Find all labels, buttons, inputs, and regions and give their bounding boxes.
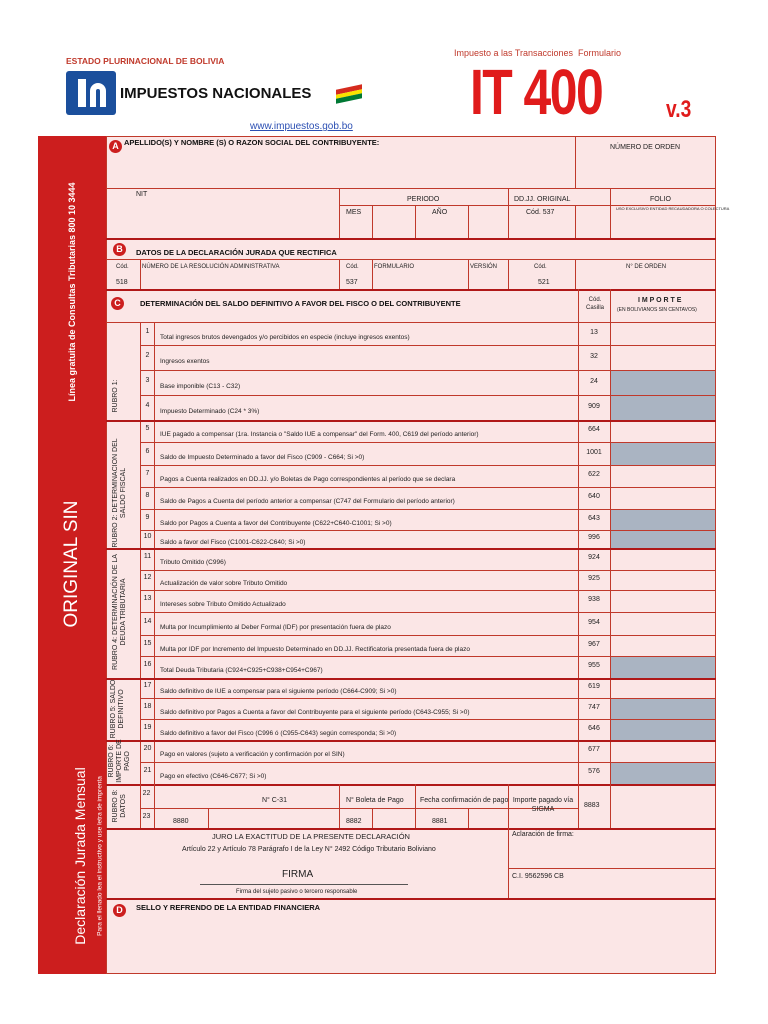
row-num: 6: [145, 447, 150, 455]
importe-input[interactable]: [611, 488, 715, 509]
b-numero-orden-label: N° DE ORDEN: [626, 264, 667, 270]
row-desc: Total ingresos brutos devengados y/o percibidos en especie (incluye ingresos exentos): [160, 333, 410, 341]
row-23-num: 23: [142, 813, 151, 820]
row-desc: Saldo definitivo a favor del Fisco (C996 ó (C955-C643) según corresponda; Si >0): [160, 729, 397, 737]
formulario-label: Formulario: [578, 48, 622, 58]
rubro-4-label: RUBRO 4: DETERMINACIÓN DE LA DEUDA TRIBUTARIA: [112, 554, 127, 670]
importe-input[interactable]: [611, 421, 715, 442]
importe-input[interactable]: [611, 741, 715, 762]
row-code: 664: [588, 426, 600, 433]
row-code: 996: [588, 534, 600, 541]
row-desc: Multa por IDF por Incremento del Impuesto Determinado en DD.JJ. Rectificatoria presentada fuera de plazo: [160, 645, 470, 653]
importe-input[interactable]: [611, 323, 715, 345]
importe-input[interactable]: [611, 613, 715, 635]
form-version: v.3: [666, 96, 692, 123]
nit-label: NIT: [136, 191, 148, 198]
row-desc: Saldo de Impuesto Determinado a favor del Fisco (C909 - C664; Si >0): [160, 453, 365, 461]
row-code: 24: [590, 377, 598, 385]
row-22-num: 22: [142, 790, 151, 797]
row-num: 18: [143, 702, 152, 710]
row-num: 17: [143, 682, 152, 689]
sin-logo: [66, 71, 116, 115]
row-code: 677: [588, 746, 600, 753]
row-desc: Saldo a favor del Fisco (C1001-C622-C640; Si >0): [160, 539, 306, 546]
aclaracion-label: Aclaración de firma:: [512, 831, 574, 838]
row-desc: IUE pagado a compensar (1ra. Instancia o "Saldo IUE a compensar" del Form. 400, C619 del período anterior): [160, 431, 479, 438]
row-desc: Intereses sobre Tributo Omitido Actualizado: [160, 601, 286, 608]
juro-text: JURO LA EXACTITUD DE LA PRESENTE DECLARACIÓN: [212, 832, 410, 841]
importe-label: I M P O R T E: [638, 297, 682, 304]
row-code: 925: [588, 575, 600, 582]
logo-mark-icon: [78, 79, 86, 107]
estado-label: ESTADO PLURINACIONAL DE BOLIVIA: [66, 56, 225, 66]
section-d-badge: D: [113, 904, 126, 917]
row-code: 1001: [586, 448, 602, 456]
declaracion-text: Declaración Jurada Mensual: [72, 767, 88, 945]
row-desc: Saldo de Pagos a Cuenta del período anterior a compensar (C747 del Formulario del período anterior): [160, 498, 455, 505]
row-num: 10: [143, 533, 152, 540]
section-a-title: APELLIDO(S) Y NOMBRE (S) O RAZON SOCIAL DEL CONTRIBUYENTE:: [124, 138, 380, 147]
importe-input[interactable]: [611, 571, 715, 590]
disabled-cell: [611, 763, 715, 784]
rubro-5-label: RUBRO 5: SALDO DEFINITIVO: [110, 679, 125, 739]
row-desc: Pago en efectivo (C646-C677; Si >0): [160, 773, 267, 780]
row-code: 909: [588, 402, 600, 410]
row-desc: Saldo por Pagos a Cuenta a favor del Contribuyente (C622+C640-C1001; Si >0): [160, 519, 392, 527]
disabled-cell: [611, 510, 715, 530]
formulario-b-label: FORMULARIO: [374, 264, 415, 270]
c8881-label: 8881: [432, 818, 448, 825]
disabled-cell: [611, 443, 715, 465]
org-name: IMPUESTOS NACIONALES: [120, 85, 312, 102]
row-num: 19: [143, 723, 152, 731]
c8882-label: 8882: [346, 818, 362, 825]
row-code: 646: [588, 724, 600, 732]
row-desc: Impuesto Determinado (C24 * 3%): [160, 407, 260, 415]
folio-sub-label: USO EXCLUSIVO ENTIDAD RECAUDADORA O COLECTURA: [616, 206, 730, 211]
row-desc: Tributo Omitido (C996): [160, 559, 226, 566]
importe-sub-label: (EN BOLIVIANOS SIN CENTAVOS): [617, 307, 697, 313]
row-code: 924: [588, 554, 600, 561]
row-num: 1: [145, 327, 150, 335]
importe-input[interactable]: [611, 591, 715, 612]
importe-input[interactable]: [611, 549, 715, 570]
anio-label: AÑO: [432, 209, 448, 216]
row-desc: Multa por Incumplimiento al Deber Formal (IDF) por presentación fuera de plazo: [160, 623, 391, 631]
row-code: 640: [588, 493, 600, 500]
section-d-title: SELLO Y REFRENDO DE LA ENTIDAD FINANCIERA: [136, 903, 321, 912]
b-cod1-value: 518: [116, 279, 128, 286]
ddjj-original-label: DD.JJ. ORIGINAL: [514, 196, 571, 203]
row-code: 967: [588, 640, 600, 648]
section-a-badge: A: [109, 140, 122, 153]
tax-name: Impuesto a las Transacciones: [454, 48, 574, 58]
periodo-label: PERIODO: [407, 196, 440, 203]
ci-label: C.I. 9562596 CB: [512, 873, 564, 880]
boleta-label: N° Boleta de Pago: [346, 797, 404, 804]
row-num: 20: [143, 745, 152, 752]
row-code: 747: [588, 703, 600, 711]
disabled-cell: [611, 531, 715, 548]
section-c-title: DETERMINACIÓN DEL SALDO DEFINITIVO A FAVOR DEL FISCO O DEL CONTRIBUYENTE: [140, 299, 461, 308]
fecha-label: Fecha confirmación de pago: [420, 797, 509, 804]
row-code: 13: [590, 328, 598, 336]
mes-label: MES: [346, 209, 362, 216]
hotline-text: Línea gratuita de Consultas Tributarias 800 10 3444: [67, 182, 77, 402]
row-num: 14: [143, 617, 152, 625]
row-code: 955: [588, 662, 600, 669]
section-b-title: DATOS DE LA DECLARACIÓN JURADA QUE RECTIFICA: [136, 248, 337, 257]
cod-casilla-label: Cód. Casilla: [585, 297, 604, 311]
section-b-badge: B: [113, 243, 126, 256]
b-cod2-value: 537: [346, 279, 358, 286]
instructivo-text: Para el llenado lea el instructivo y use letra de imprenta: [96, 776, 104, 936]
row-num: 4: [145, 401, 150, 409]
row-code: 622: [588, 471, 600, 478]
importe-input[interactable]: [611, 636, 715, 656]
row-num: 9: [145, 513, 150, 521]
row-desc: Actualización de valor sobre Tributo Omitido: [160, 580, 288, 587]
disabled-cell: [611, 371, 715, 395]
row-num: 2: [145, 351, 150, 359]
website-link[interactable]: www.impuestos.gob.bo: [250, 121, 353, 132]
row-code: 954: [588, 618, 600, 626]
rubro-6-label: RUBRO 6: IMPORTE DE PAGO: [108, 739, 131, 783]
firma-sub-label: Firma del sujeto pasivo o tercero responsable: [236, 889, 358, 895]
b-cod3-label: Cód.: [534, 264, 547, 270]
nc31-label: N° C-31: [262, 797, 287, 804]
cod-537-label: Cód. 537: [526, 209, 555, 216]
b-cod2-label: Cód.: [346, 264, 359, 270]
firma-label: FIRMA: [282, 869, 314, 880]
row-code: 643: [588, 514, 600, 522]
articulo-text: Artículo 22 y Artículo 78 Parágrafo I de la Ley N° 2492 Código Tributario Boliviano: [182, 846, 436, 853]
row-desc: Pago en valores (sujeto a verificación y confirmación por el SIN): [160, 751, 345, 758]
original-sin-text: ORIGINAL SIN: [61, 500, 82, 628]
form-code: IT 400: [470, 56, 603, 128]
row-desc: Base imponible (C13 - C32): [160, 382, 241, 390]
c8883-label: 8883: [584, 802, 600, 809]
importe-pagado-label: Importe pagado vía SIGMA: [512, 797, 574, 813]
row-num: 12: [143, 574, 152, 581]
b-cod3-value: 521: [538, 279, 550, 286]
version-label: VERSIÓN: [470, 264, 498, 270]
disabled-cell: [611, 657, 715, 678]
section-c-badge: C: [111, 297, 124, 310]
disabled-cell: [611, 699, 715, 719]
resolucion-label: NÚMERO DE LA RESOLUCIÓN ADMINISTRATIVA: [142, 264, 280, 270]
importe-input[interactable]: [611, 466, 715, 487]
b-cod1-label: Cód.: [116, 264, 129, 270]
row-code: 32: [590, 352, 598, 360]
sidebar: [38, 136, 106, 974]
row-code: 619: [588, 683, 600, 690]
disabled-cell: [611, 720, 715, 740]
row-num: 11: [143, 553, 152, 560]
row-code: 576: [588, 768, 600, 775]
row-num: 16: [143, 661, 152, 668]
row-num: 15: [143, 639, 152, 647]
row-num: 7: [145, 470, 150, 477]
bolivia-flag-icon: [336, 84, 362, 104]
c8880-label: 8880: [173, 818, 189, 825]
rubro-2-label: RUBRO 2: DETERMINACION DEL SALDO FISCAL: [112, 438, 127, 548]
row-desc: Pagos a Cuenta realizados en DD.JJ. y/o Boletas de Pago correspondientes al período que se declara: [160, 476, 456, 483]
row-desc: Ingresos exentos: [160, 357, 210, 365]
folio-label: FOLIO: [650, 196, 672, 203]
row-num: 21: [143, 767, 152, 774]
row-num: 5: [145, 425, 150, 432]
numero-orden-label: NÚMERO DE ORDEN: [610, 144, 681, 151]
row-desc: Saldo definitivo de IUE a compensar para el siguiente período (C664-C909; Si >0): [160, 688, 397, 695]
row-desc: Saldo definitivo por Pagos a Cuenta a favor del Contribuyente para el siguiente período (C643-C955; Si >0): [160, 708, 470, 716]
importe-input[interactable]: [611, 679, 715, 698]
importe-input[interactable]: [611, 346, 715, 370]
row-code: 938: [588, 596, 600, 603]
rubro-8-label: RUBRO 8: DATOS: [112, 789, 127, 823]
row-num: 3: [145, 376, 150, 384]
disabled-cell: [611, 396, 715, 420]
row-desc: Total Deuda Tributaria (C924+C925+C938+C954+C967): [160, 667, 323, 674]
row-num: 13: [143, 595, 152, 602]
row-num: 8: [145, 492, 150, 499]
rubro-1-label: RUBRO 1:: [112, 379, 119, 413]
